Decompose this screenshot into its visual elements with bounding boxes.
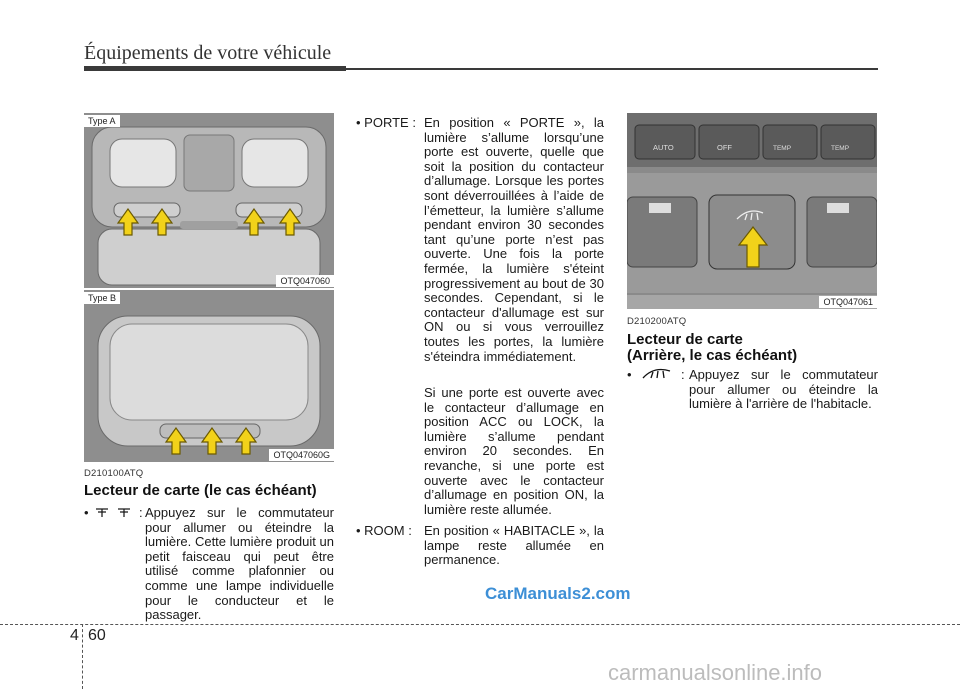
- figure-type-b-label: Type B: [84, 292, 120, 304]
- header-rule-thin: [346, 68, 878, 70]
- right-section-title-line1: Lecteur de carte: [627, 331, 743, 348]
- figure-rear: [627, 113, 877, 309]
- watermark-carmanuals2[interactable]: CarManuals2.com: [485, 584, 631, 603]
- porte-text-2: Si une porte est ouverte avec le contacteur d’allumage en position ACC ou LOCK, la lumière s’allume pendant environ 20 secondes. En revanche, si une porte est ouverte avec le contacteur d’allumage en position ON, la lumière reste allumée.: [424, 385, 604, 517]
- left-section-title: Lecteur de carte (le cas échéant): [84, 482, 317, 499]
- arrows-type-b: [84, 290, 334, 462]
- left-bullet-marker: •: [84, 505, 89, 520]
- rear-button-off: OFF: [717, 143, 732, 152]
- porte-label: • PORTE :: [356, 115, 416, 130]
- left-bullet-text: Appuyez sur le commutateur pour allumer ou éteindre la lumière. Cette lumière produit un petit faisceau qui peut être utilisé comme plafonnier ou comme une lampe individuelle pour le conducteur et le passager.: [145, 505, 334, 623]
- right-section-title-line2: (Arrière, le cas échéant): [627, 347, 798, 364]
- porte-text: En position « PORTE », la lumière s’allume lorsqu’une porte est ouverte, quelle que soit la position du contacteur d’allumage. Lorsque les portes sont déverrouillées à l’aide de l’émetteur, la lumière s’allume pendant environ 30 secondes tant qu’une porte n’est pas ouverte. Une fois la porte fermée, la lumière s'éteint progressivement au bout de 30 secondes. Cependant, si le contacteur d'allumage est sur ON ou si vous verrouillez toutes les portes, la lumière s'éteindra immédiatement.: [424, 115, 604, 364]
- figure-type-a: [84, 113, 334, 288]
- right-section-code: D210200ATQ: [627, 316, 687, 327]
- arrow-icon: [739, 227, 767, 267]
- figure-type-a-code: OTQ047060: [276, 275, 334, 287]
- rear-button-temp-up: TEMP: [831, 145, 850, 152]
- left-section-code: D210100ATQ: [84, 468, 144, 479]
- footer-divider: [0, 624, 960, 625]
- header-rule: [84, 66, 346, 71]
- room-label: • ROOM :: [356, 523, 412, 538]
- page-header-title: Équipements de votre véhicule: [84, 42, 332, 64]
- figure-type-b: [84, 290, 334, 462]
- figure-type-a-label: Type A: [84, 115, 120, 127]
- arrows-type-a: [84, 113, 334, 288]
- map-lamp-icon: [94, 506, 138, 518]
- arrow-icon: [166, 428, 256, 454]
- rear-button-temp-down: TEMP: [773, 145, 792, 152]
- rear-button-auto: AUTO: [653, 143, 674, 152]
- page-chapter: 4: [70, 627, 79, 644]
- figure-rear-code: OTQ047061: [819, 296, 877, 308]
- footer-divider-vertical: [82, 624, 83, 689]
- left-bullet-colon: :: [139, 505, 143, 520]
- watermark-carmanualsonline: carmanualsonline.info: [608, 660, 823, 685]
- page-number: 60: [88, 627, 106, 644]
- arrow-icon: [118, 209, 300, 235]
- rear-lamp-icon: [640, 366, 676, 380]
- right-bullet-text: Appuyez sur le commutateur pour allumer ou éteindre la lumière à l'arrière de l'habitacle.: [689, 367, 878, 412]
- right-bullet-colon: :: [681, 367, 685, 382]
- figure-type-b-code: OTQ047060G: [269, 449, 334, 461]
- right-bullet-marker: •: [627, 367, 632, 382]
- room-text: En position « HABITACLE », la lampe reste allumée en permanence.: [424, 523, 604, 568]
